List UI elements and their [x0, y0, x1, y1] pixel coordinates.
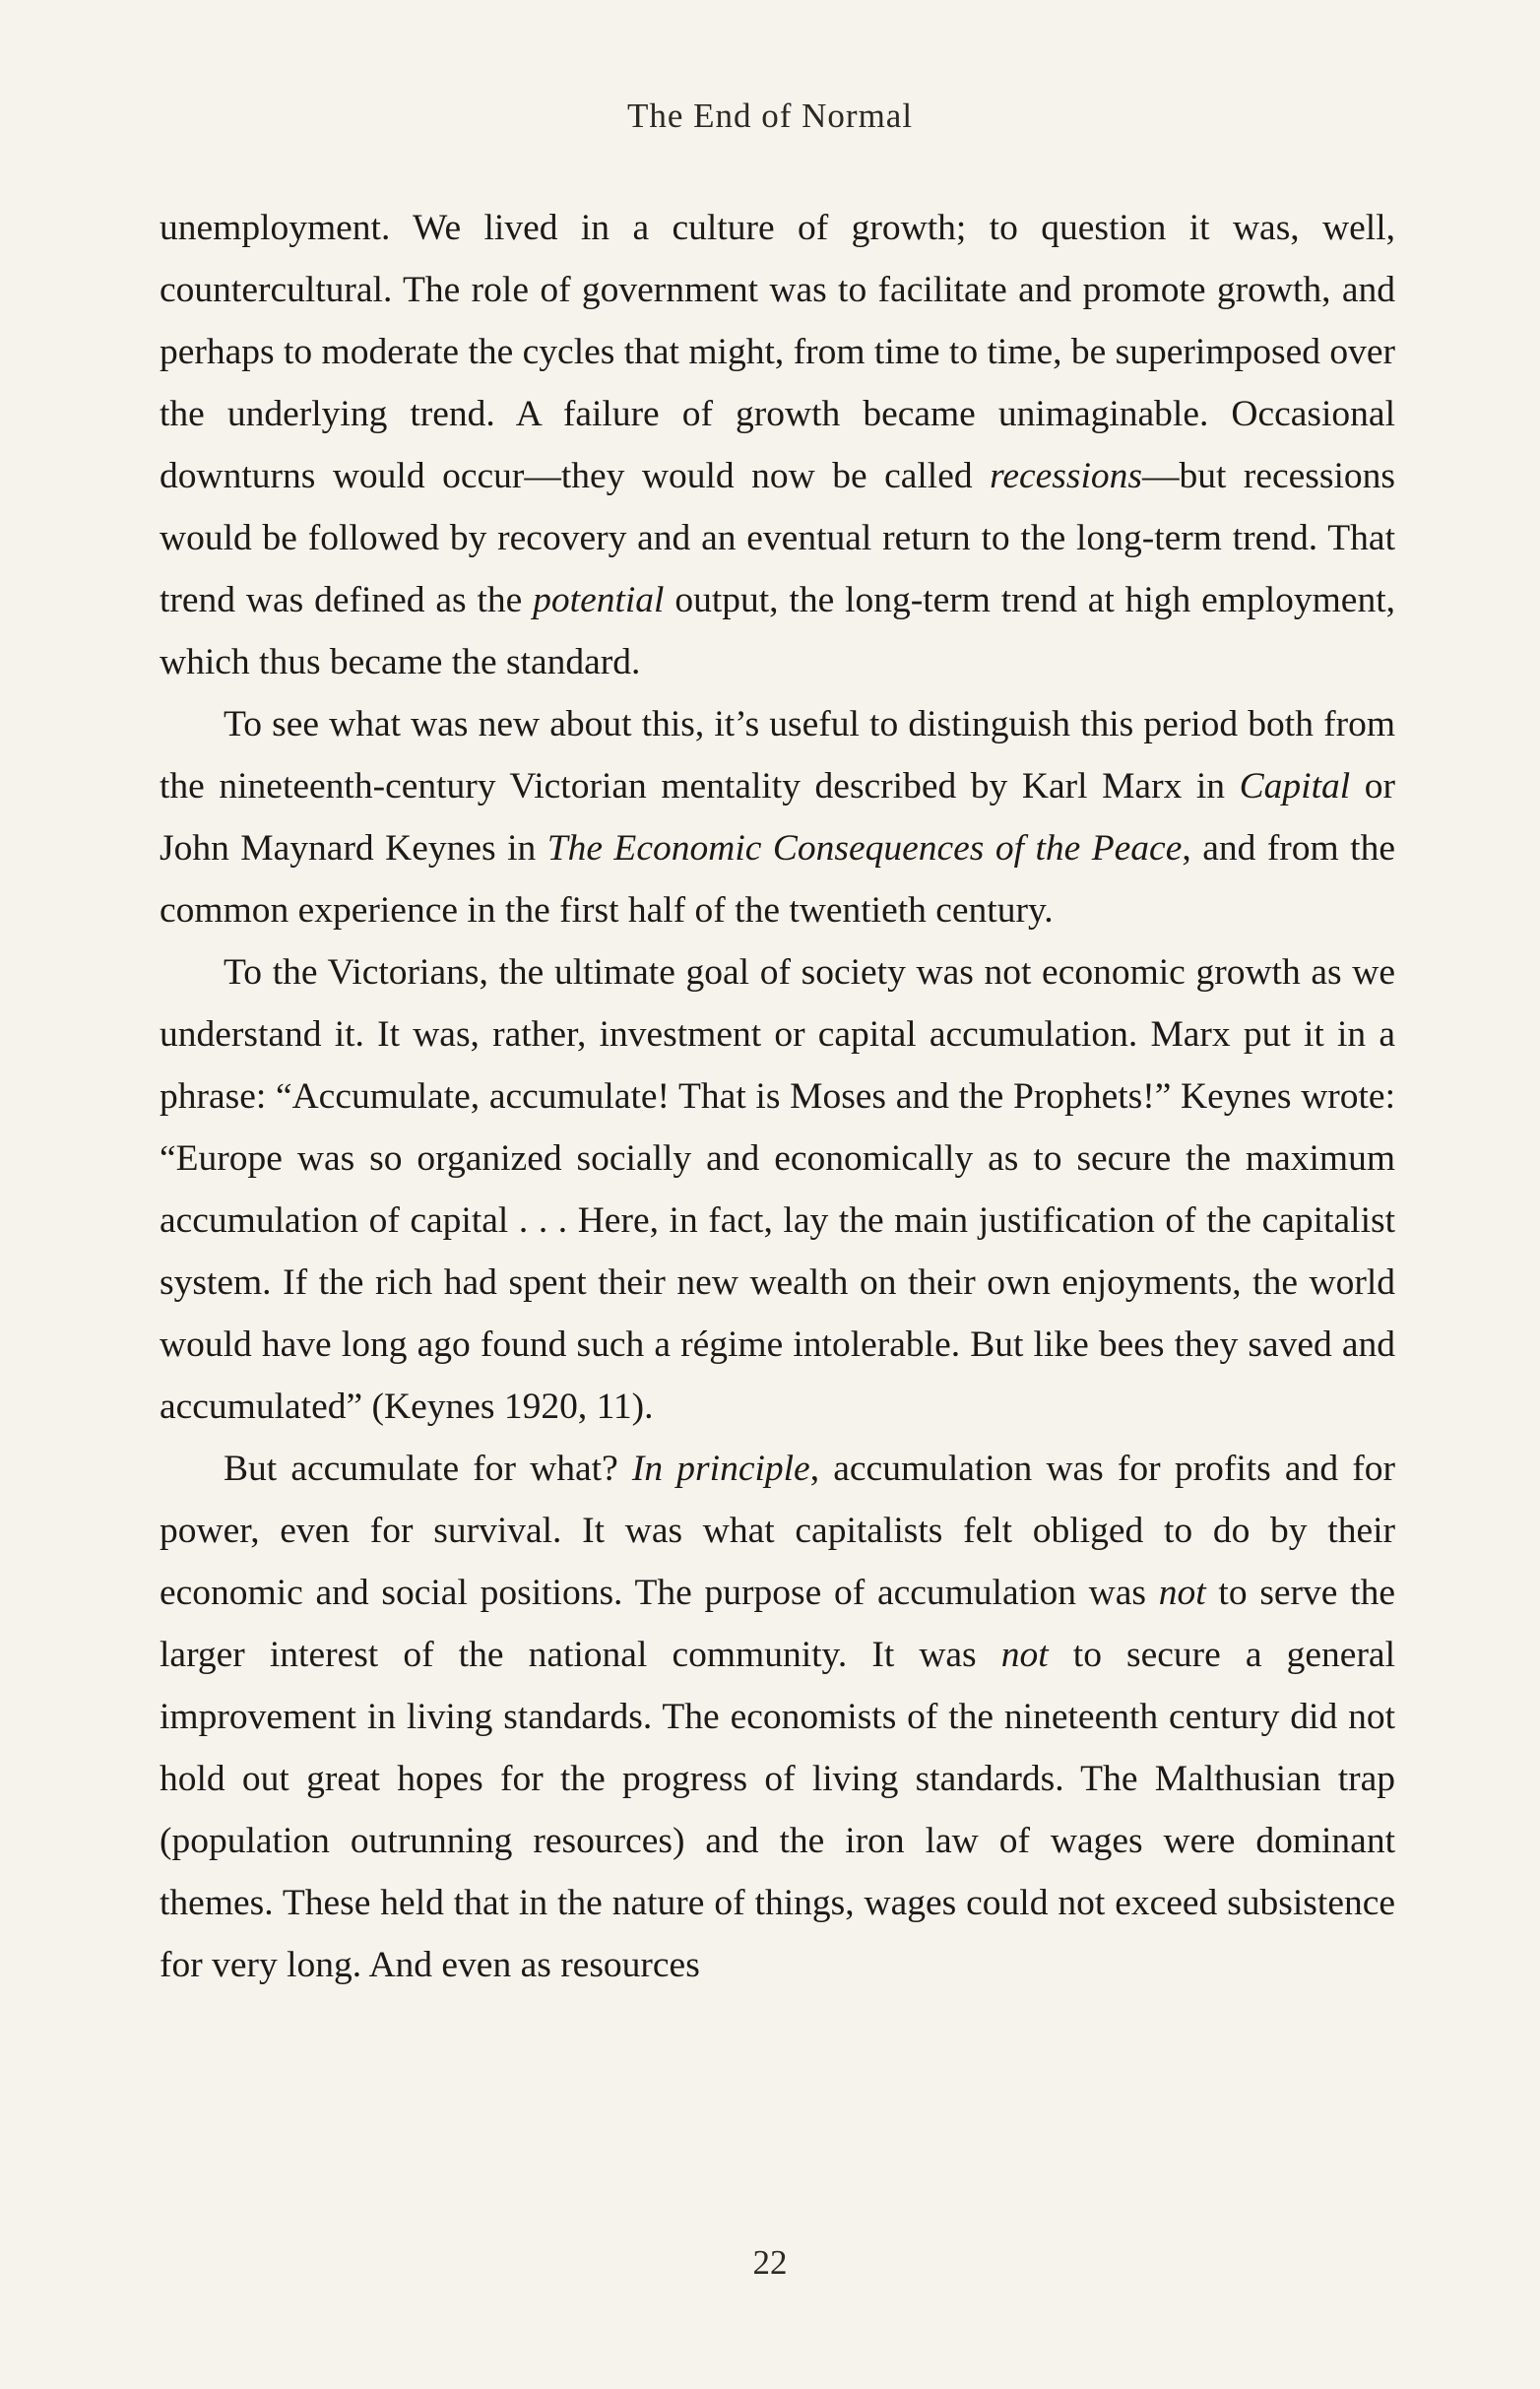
- italic-text: not: [1158, 1573, 1206, 1613]
- paragraph: [160, 693, 1395, 941]
- paragraph: [160, 1438, 1395, 1996]
- body-text: [160, 197, 1395, 1996]
- text-run: , accumulation was for profits and for power, even for survival. It was what capitalists felt obliged to do by their economic and social positions. The purpose of accumulation was: [160, 1449, 1395, 1613]
- running-head: The End of Normal: [626, 97, 914, 135]
- text-run: to serve the larger interest of the national community. It was: [160, 1573, 1395, 1675]
- italic-text: recessions: [990, 456, 1142, 496]
- text-run: output, the long-term trend at high employment, which thus became the standard.: [160, 580, 1395, 682]
- text-run: —but recessions would be followed by recovery and an eventual return to the long-term trend. That trend was defined as the: [160, 456, 1395, 620]
- paragraph: [160, 941, 1395, 1438]
- text-run: To the Victorians, the ultimate goal of society was not economic growth as we understand it. It was, rather, investment or capital accumulation. Marx put it in a phrase: “Accumulate, accumulate! That is Moses and the Prophets!” Keynes wrote: “Europe was so organized socially and economically as to secure the maximum accumulation of capital . . . Here, in fact, lay the main justification of the capitalist system. If the rich had spent their new wealth on their own enjoyments, the world would have long ago found such a régime intolerable. But like bees they saved and accumulated” (Keynes 1920, 11).: [160, 952, 1395, 1427]
- text-run: , and from the common experience in the first half of the twentieth century.: [160, 828, 1395, 931]
- italic-text: not: [1000, 1635, 1049, 1675]
- text-run: to secure a general improvement in living standards. The economists of the nineteenth century did not hold out great hopes for the progress of living standards. The Malthusian trap (population outrunning resources) and the iron law of wages were dominant themes. These held that in the nature of things, wages could not exceed subsistence for very long. And even as resources: [160, 1635, 1395, 1985]
- text-run: unemployment. We lived in a culture of growth; to question it was, well, countercultural. The role of government was to facilitate and promote growth, and perhaps to moderate the cycles that might, from time to time, be superimposed over the underlying trend. A failure of growth became unimaginable. Occasional downturns would occur—they would now be called: [160, 208, 1395, 496]
- page-number: 22: [752, 2243, 788, 2282]
- text-run: But accumulate for what?: [224, 1449, 632, 1489]
- paragraph: [160, 197, 1395, 693]
- text-run: or John Maynard Keynes in: [160, 766, 1395, 869]
- italic-text: In principle: [631, 1449, 810, 1489]
- text-run: To see what was new about this, it’s useful to distinguish this period both from the nineteenth-century Victorian mentality described by Karl Marx in: [160, 704, 1395, 807]
- italic-text: potential: [533, 580, 665, 620]
- italic-text: The Economic Consequences of the Peace: [546, 828, 1183, 869]
- italic-text: Capital: [1239, 766, 1351, 807]
